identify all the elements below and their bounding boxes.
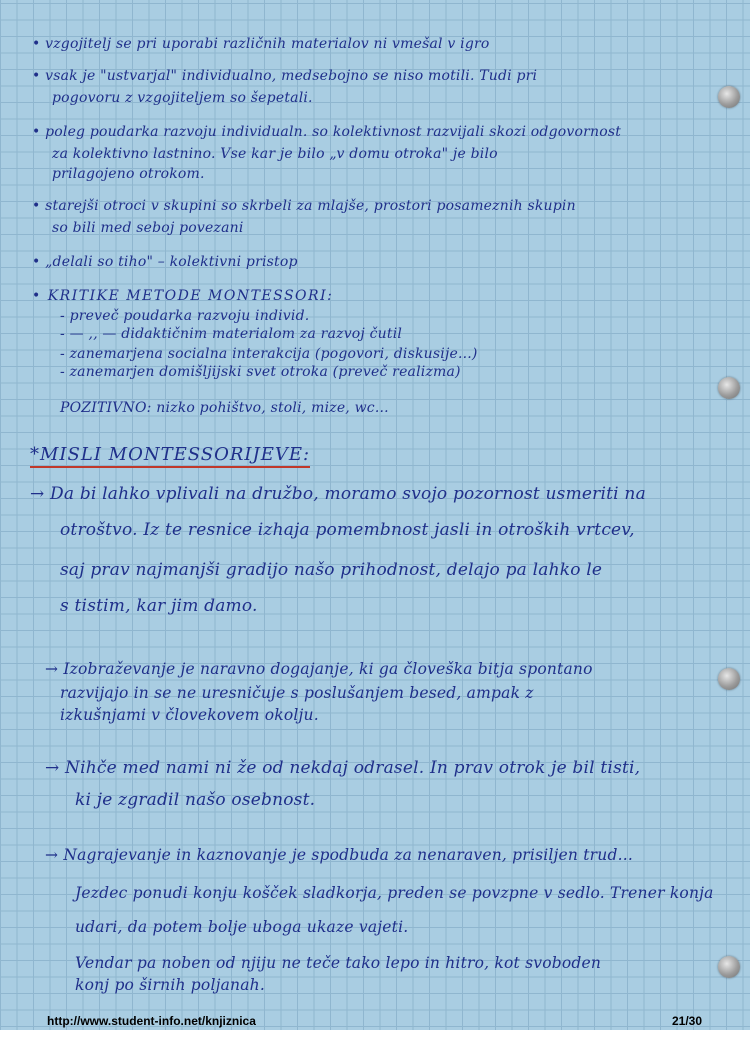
critique-item: - zanemarjena socialna interakcija (pogovori, diskusije...) xyxy=(60,346,478,362)
binder-hole xyxy=(718,668,740,690)
page-number: 21/30 xyxy=(672,1014,703,1028)
quote-line: udari, da potem bolje ubogа ukaze vajeti. xyxy=(75,918,409,936)
positive-line: POZITIVNO: nizko pohištvo, stoli, mize, wc... xyxy=(60,400,389,416)
quote-line: s tistim, kar jim damo. xyxy=(60,596,258,616)
quote-line: razvijajo in se ne uresničuje s poslušanjem besed, ampak z xyxy=(60,684,534,702)
quote-line: Jezdec ponudi konju košček sladkorja, preden se povzpne v sedlo. Trener konja xyxy=(75,884,714,902)
critique-item: - preveč poudarka razvoju individ. xyxy=(60,308,310,324)
binder-hole xyxy=(718,956,740,978)
note-line: so bili med seboj povezani xyxy=(52,220,244,236)
note-line: • vzgojitelj se pri uporabi različnih materialov ni vmešal v igro xyxy=(32,36,490,52)
critique-item: - — ‚‚ — didaktičnim materialom za razvoj čutil xyxy=(60,326,403,342)
footer-url: http://www.student-info.net/knjiznica xyxy=(47,1014,256,1028)
quote-line: → Izobraževanje je naravno dogajanje, ki ga človeška bitja spontano xyxy=(45,660,593,678)
note-line: • vsak je "ustvarjal" individualno, medsebojno se niso motili. Tudi pri xyxy=(32,68,538,84)
critique-item: - zanemarjen domišljijski svet otroka (preveč realizma) xyxy=(60,364,461,380)
note-line: prilagojeno otrokom. xyxy=(52,166,205,182)
section-heading: *MISLI MONTESSORIJEVE: xyxy=(30,444,310,468)
quote-line: saj prav najmanjši gradijo našo prihodnost, delajo pa lahko le xyxy=(60,560,603,580)
note-line: pogovoru z vzgojiteljem so šepetali. xyxy=(52,90,313,106)
critique-title: • KRITIKE METODE MONTESSORI: xyxy=(32,288,334,304)
note-line: • poleg poudarka razvoju individualn. so kolektivnost razvijali skozi odgovornost xyxy=(32,124,622,140)
quote-line: konj po širnih poljanah. xyxy=(75,976,265,994)
quote-line: ki je zgradil našo osebnost. xyxy=(75,790,316,810)
note-line: • starejši otroci v skupini so skrbeli za mlajše, prostori posameznih skupin xyxy=(32,198,576,214)
note-line: • „delali so tiho" – kolektivni pristop xyxy=(32,254,298,270)
quote-line: → Da bi lahko vplivali na družbo, moramo svojo pozornost usmeriti na xyxy=(30,484,646,504)
page-margin xyxy=(0,1030,750,1061)
quote-line: → Nagrajevanje in kaznovanje je spodbuda za nenaraven, prisiljen trud... xyxy=(45,846,633,864)
quote-line: otroštvo. Iz te resnice izhaja pomembnost jasli in otroških vrtcev, xyxy=(60,520,635,540)
binder-hole xyxy=(718,86,740,108)
quote-line: → Nihče med nami ni že od nekdaj odrasel. In prav otrok je bil tisti, xyxy=(45,758,641,778)
note-line: za kolektivno lastnino. Vse kar je bilo „v domu otroka" je bilo xyxy=(52,146,498,162)
quote-line: izkušnjami v človekovem okolju. xyxy=(60,706,319,724)
binder-hole xyxy=(718,377,740,399)
quote-line: Vendar pa noben od njiju ne teče tako lepo in hitro, kot svoboden xyxy=(75,954,602,972)
